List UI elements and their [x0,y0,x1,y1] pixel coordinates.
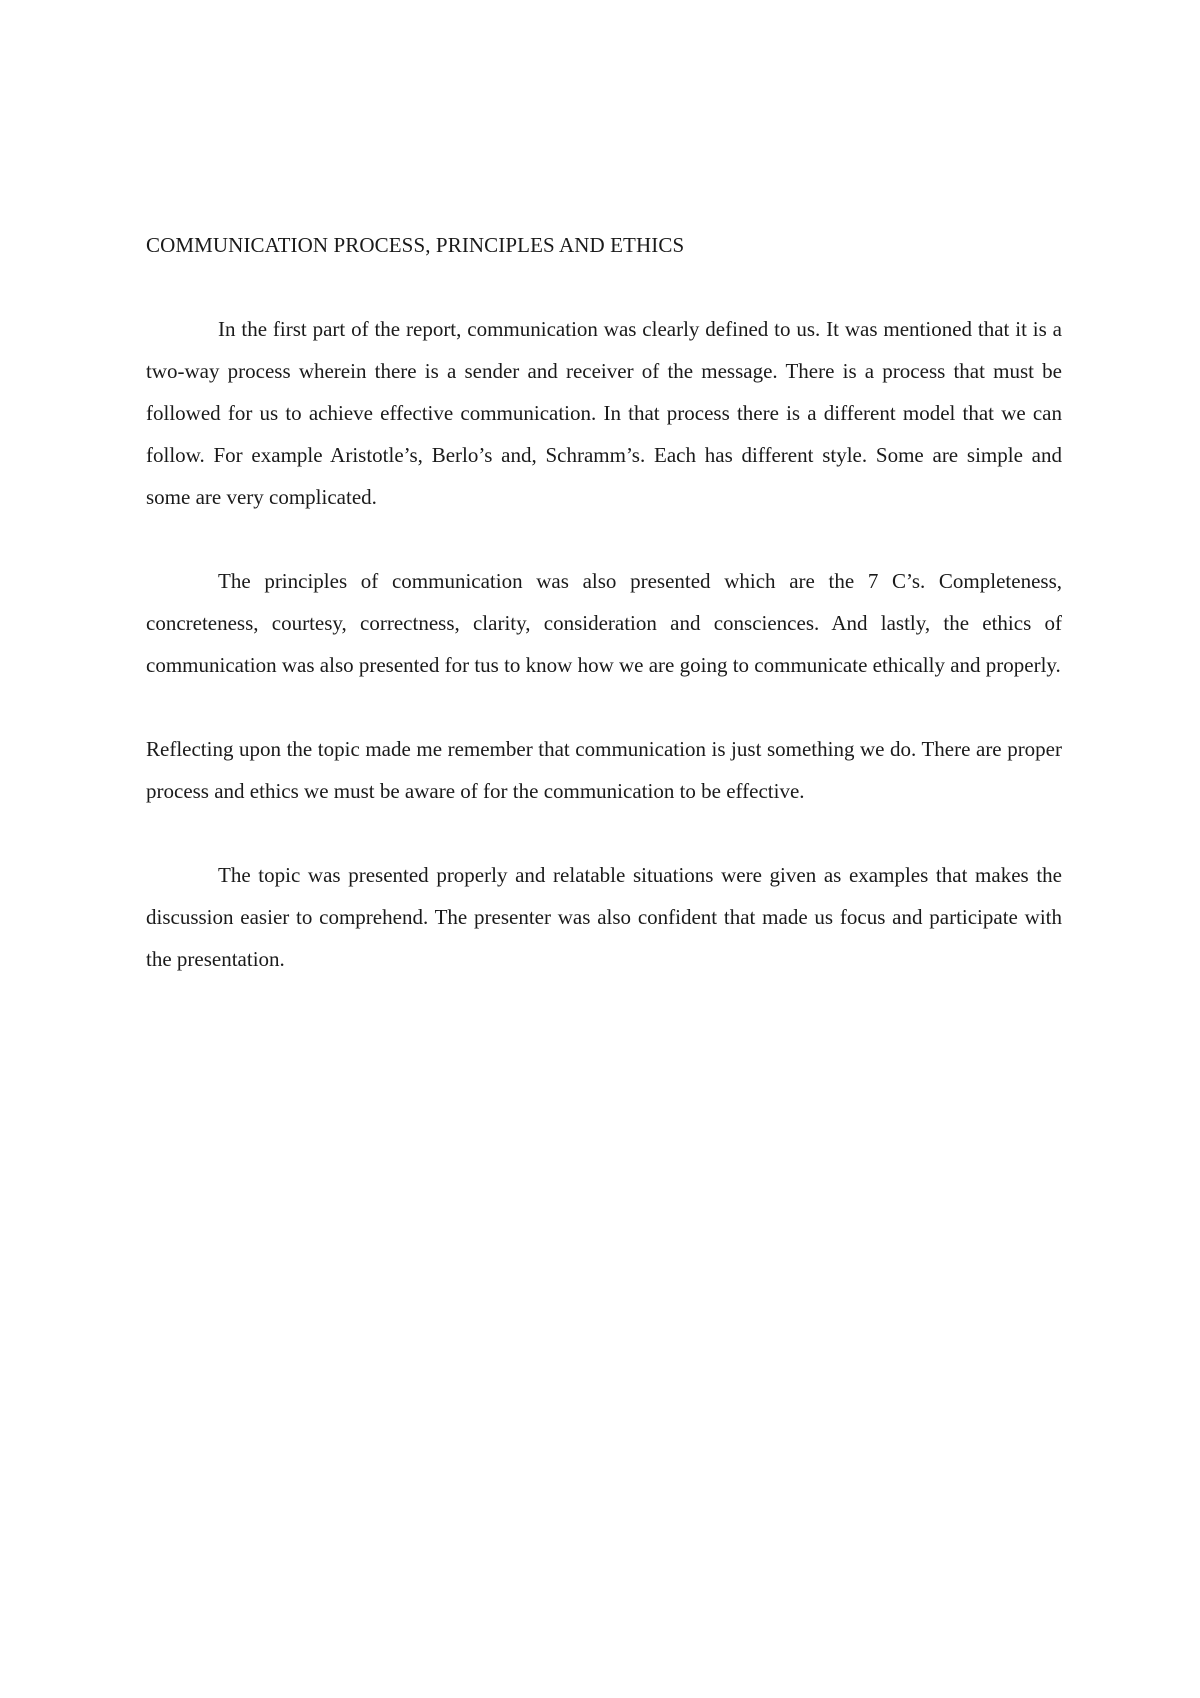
paragraph-reflection: Reflecting upon the topic made me remember that communication is just something we do. There are proper process and ethics we must be aware of for the communication to be effective. [146,737,1062,803]
paragraph-communication-process: In the first part of the report, communication was clearly defined to us. It was mentioned that it is a two-way process wherein there is a sender and receiver of the message. There is a process that must be followed for us to achieve effective communication. In that process there is a different model that we can follow. For example Aristotle’s, Berlo’s and, Schramm’s. Each has different style. Some are simple and some are very complicated. [146,317,1062,509]
document-title: COMMUNICATION PROCESS, PRINCIPLES AND ETHICS [146,233,685,257]
document-body [146,224,1062,980]
paragraph-presentation-feedback: The topic was presented properly and relatable situations were given as examples that makes the discussion easier to comprehend. The presenter was also confident that made us focus and participate with the presentation. [146,863,1062,971]
paragraph-principles-ethics: The principles of communication was also presented which are the 7 C’s. Completeness, concreteness, courtesy, correctness, clarity, consideration and consciences. And lastly, the ethics of communication was also presented for tus to know how we are going to communicate ethically and properly. [146,569,1062,677]
